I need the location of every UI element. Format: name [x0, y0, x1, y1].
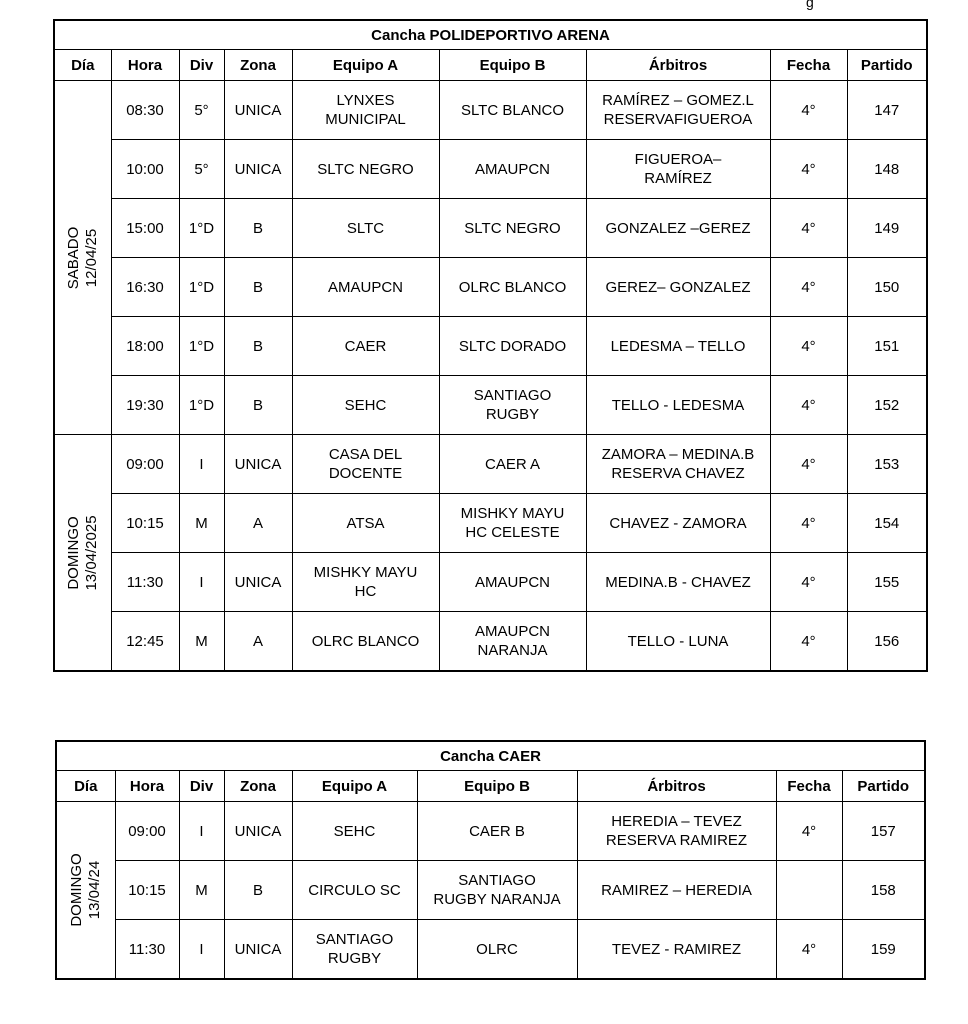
cell-zona: UNICA	[224, 140, 292, 199]
cell-fecha: 4°	[776, 920, 842, 980]
cell-fecha: 4°	[770, 612, 847, 672]
cell-hora: 11:30	[115, 920, 179, 980]
cell-fecha: 4°	[770, 140, 847, 199]
cell-partido: 149	[847, 199, 927, 258]
day-label: DOMINGO 13/04/24	[67, 853, 103, 927]
table-row	[54, 553, 927, 612]
schedule-table-caer	[55, 740, 926, 980]
cell-fecha: 4°	[770, 435, 847, 494]
cell-arbitros: GEREZ– GONZALEZ	[586, 258, 770, 317]
cell-arbitros: MEDINA.B - CHAVEZ	[586, 553, 770, 612]
cell-zona: UNICA	[224, 802, 292, 861]
table-row	[54, 317, 927, 376]
table-row	[56, 861, 925, 920]
cell-zona: UNICA	[224, 920, 292, 980]
cell-partido: 153	[847, 435, 927, 494]
cell-partido: 151	[847, 317, 927, 376]
cell-partido: 148	[847, 140, 927, 199]
header-equipo-b: Equipo B	[417, 771, 577, 802]
cell-hora: 10:00	[111, 140, 179, 199]
cell-hora: 18:00	[111, 317, 179, 376]
cell-equipo-b: AMAUPCN NARANJA	[439, 612, 586, 672]
header-partido: Partido	[847, 50, 927, 81]
cell-equipo-b: SANTIAGO RUGBY	[439, 376, 586, 435]
cell-hora: 10:15	[111, 494, 179, 553]
cell-div: I	[179, 435, 224, 494]
table-row	[54, 376, 927, 435]
cell-arbitros: TELLO - LUNA	[586, 612, 770, 672]
table-row	[54, 435, 927, 494]
cell-arbitros: TEVEZ - RAMIREZ	[577, 920, 776, 980]
header-arbitros: Árbitros	[586, 50, 770, 81]
cell-div: M	[179, 494, 224, 553]
cell-equipo-b: AMAUPCN	[439, 553, 586, 612]
cell-hora: 15:00	[111, 199, 179, 258]
cell-equipo-a: MISHKY MAYU HC	[292, 553, 439, 612]
day-cell	[54, 81, 111, 435]
cell-arbitros: ZAMORA – MEDINA.B RESERVA CHAVEZ	[586, 435, 770, 494]
cell-div: 1°D	[179, 317, 224, 376]
cell-zona: UNICA	[224, 553, 292, 612]
table-row	[54, 612, 927, 672]
cell-div: 1°D	[179, 258, 224, 317]
header-hora: Hora	[115, 771, 179, 802]
cell-zona: UNICA	[224, 81, 292, 140]
cell-fecha: 4°	[770, 317, 847, 376]
day-label: DOMINGO 13/04/2025	[64, 514, 100, 591]
cell-equipo-b: SLTC DORADO	[439, 317, 586, 376]
cell-partido: 157	[842, 802, 925, 861]
cell-partido: 150	[847, 258, 927, 317]
cell-div: 1°D	[179, 376, 224, 435]
table-row	[56, 920, 925, 980]
table-title: Cancha POLIDEPORTIVO ARENA	[54, 20, 927, 50]
cell-zona: B	[224, 376, 292, 435]
cell-arbitros: CHAVEZ - ZAMORA	[586, 494, 770, 553]
cell-zona: B	[224, 317, 292, 376]
cell-fecha: 4°	[770, 553, 847, 612]
cell-fecha	[776, 861, 842, 920]
cell-zona: B	[224, 199, 292, 258]
cell-hora: 09:00	[111, 435, 179, 494]
table-row	[56, 802, 925, 861]
cell-arbitros: LEDESMA – TELLO	[586, 317, 770, 376]
cell-zona: B	[224, 258, 292, 317]
cell-equipo-a: CASA DEL DOCENTE	[292, 435, 439, 494]
day-label: SABADO 12/04/25	[64, 226, 100, 289]
cell-arbitros: HEREDIA – TEVEZ RESERVA RAMIREZ	[577, 802, 776, 861]
cell-hora: 16:30	[111, 258, 179, 317]
cell-fecha: 4°	[770, 376, 847, 435]
table-row	[54, 494, 927, 553]
table-row	[54, 81, 927, 140]
day-cell	[56, 802, 115, 980]
header-hora: Hora	[111, 50, 179, 81]
cell-hora: 19:30	[111, 376, 179, 435]
cell-partido: 152	[847, 376, 927, 435]
cell-arbitros: FIGUEROA– RAMÍREZ	[586, 140, 770, 199]
cell-hora: 09:00	[115, 802, 179, 861]
cell-zona: A	[224, 612, 292, 672]
header-dia: Día	[54, 50, 111, 81]
cell-fecha: 4°	[776, 802, 842, 861]
cell-fecha: 4°	[770, 81, 847, 140]
header-dia: Día	[56, 771, 115, 802]
page-corner-mark: g	[806, 0, 814, 10]
cell-equipo-a: ATSA	[292, 494, 439, 553]
cell-equipo-a: AMAUPCN	[292, 258, 439, 317]
cell-equipo-a: SEHC	[292, 376, 439, 435]
cell-partido: 159	[842, 920, 925, 980]
cell-equipo-a: SLTC NEGRO	[292, 140, 439, 199]
cell-equipo-b: SLTC BLANCO	[439, 81, 586, 140]
day-cell	[54, 435, 111, 672]
cell-div: 5°	[179, 81, 224, 140]
table-row	[54, 199, 927, 258]
header-partido: Partido	[842, 771, 925, 802]
cell-equipo-a: OLRC BLANCO	[292, 612, 439, 672]
header-arbitros: Árbitros	[577, 771, 776, 802]
table-row	[54, 258, 927, 317]
cell-hora: 11:30	[111, 553, 179, 612]
cell-div: I	[179, 553, 224, 612]
cell-equipo-b: CAER B	[417, 802, 577, 861]
header-div: Div	[179, 771, 224, 802]
cell-hora: 12:45	[111, 612, 179, 672]
cell-equipo-b: OLRC BLANCO	[439, 258, 586, 317]
cell-arbitros: GONZALEZ –GEREZ	[586, 199, 770, 258]
header-div: Div	[179, 50, 224, 81]
header-zona: Zona	[224, 771, 292, 802]
cell-div: M	[179, 861, 224, 920]
cell-equipo-b: CAER A	[439, 435, 586, 494]
cell-arbitros: RAMÍREZ – GOMEZ.L RESERVAFIGUEROA	[586, 81, 770, 140]
header-equipo-a: Equipo A	[292, 771, 417, 802]
cell-equipo-b: SANTIAGO RUGBY NARANJA	[417, 861, 577, 920]
cell-partido: 158	[842, 861, 925, 920]
header-zona: Zona	[224, 50, 292, 81]
cell-fecha: 4°	[770, 199, 847, 258]
cell-partido: 154	[847, 494, 927, 553]
schedule-table-polideportivo	[53, 19, 928, 672]
cell-div: 1°D	[179, 199, 224, 258]
cell-div: I	[179, 920, 224, 980]
cell-partido: 156	[847, 612, 927, 672]
cell-equipo-a: CAER	[292, 317, 439, 376]
cell-partido: 155	[847, 553, 927, 612]
cell-equipo-b: MISHKY MAYU HC CELESTE	[439, 494, 586, 553]
cell-equipo-a: SLTC	[292, 199, 439, 258]
table-title: Cancha CAER	[56, 741, 925, 771]
cell-zona: A	[224, 494, 292, 553]
header-equipo-b: Equipo B	[439, 50, 586, 81]
cell-equipo-a: SANTIAGO RUGBY	[292, 920, 417, 980]
table-body	[54, 81, 927, 672]
cell-div: 5°	[179, 140, 224, 199]
cell-hora: 10:15	[115, 861, 179, 920]
header-fecha: Fecha	[770, 50, 847, 81]
table-body	[56, 802, 925, 980]
cell-fecha: 4°	[770, 494, 847, 553]
cell-div: M	[179, 612, 224, 672]
cell-arbitros: TELLO - LEDESMA	[586, 376, 770, 435]
header-row	[54, 50, 927, 81]
table-row	[54, 140, 927, 199]
header-fecha: Fecha	[776, 771, 842, 802]
cell-equipo-b: SLTC NEGRO	[439, 199, 586, 258]
cell-zona: B	[224, 861, 292, 920]
cell-equipo-b: AMAUPCN	[439, 140, 586, 199]
cell-hora: 08:30	[111, 81, 179, 140]
cell-equipo-a: LYNXES MUNICIPAL	[292, 81, 439, 140]
header-row	[56, 771, 925, 802]
cell-div: I	[179, 802, 224, 861]
header-equipo-a: Equipo A	[292, 50, 439, 81]
cell-equipo-b: OLRC	[417, 920, 577, 980]
cell-fecha: 4°	[770, 258, 847, 317]
cell-arbitros: RAMIREZ – HEREDIA	[577, 861, 776, 920]
cell-equipo-a: CIRCULO SC	[292, 861, 417, 920]
cell-equipo-a: SEHC	[292, 802, 417, 861]
cell-zona: UNICA	[224, 435, 292, 494]
cell-partido: 147	[847, 81, 927, 140]
